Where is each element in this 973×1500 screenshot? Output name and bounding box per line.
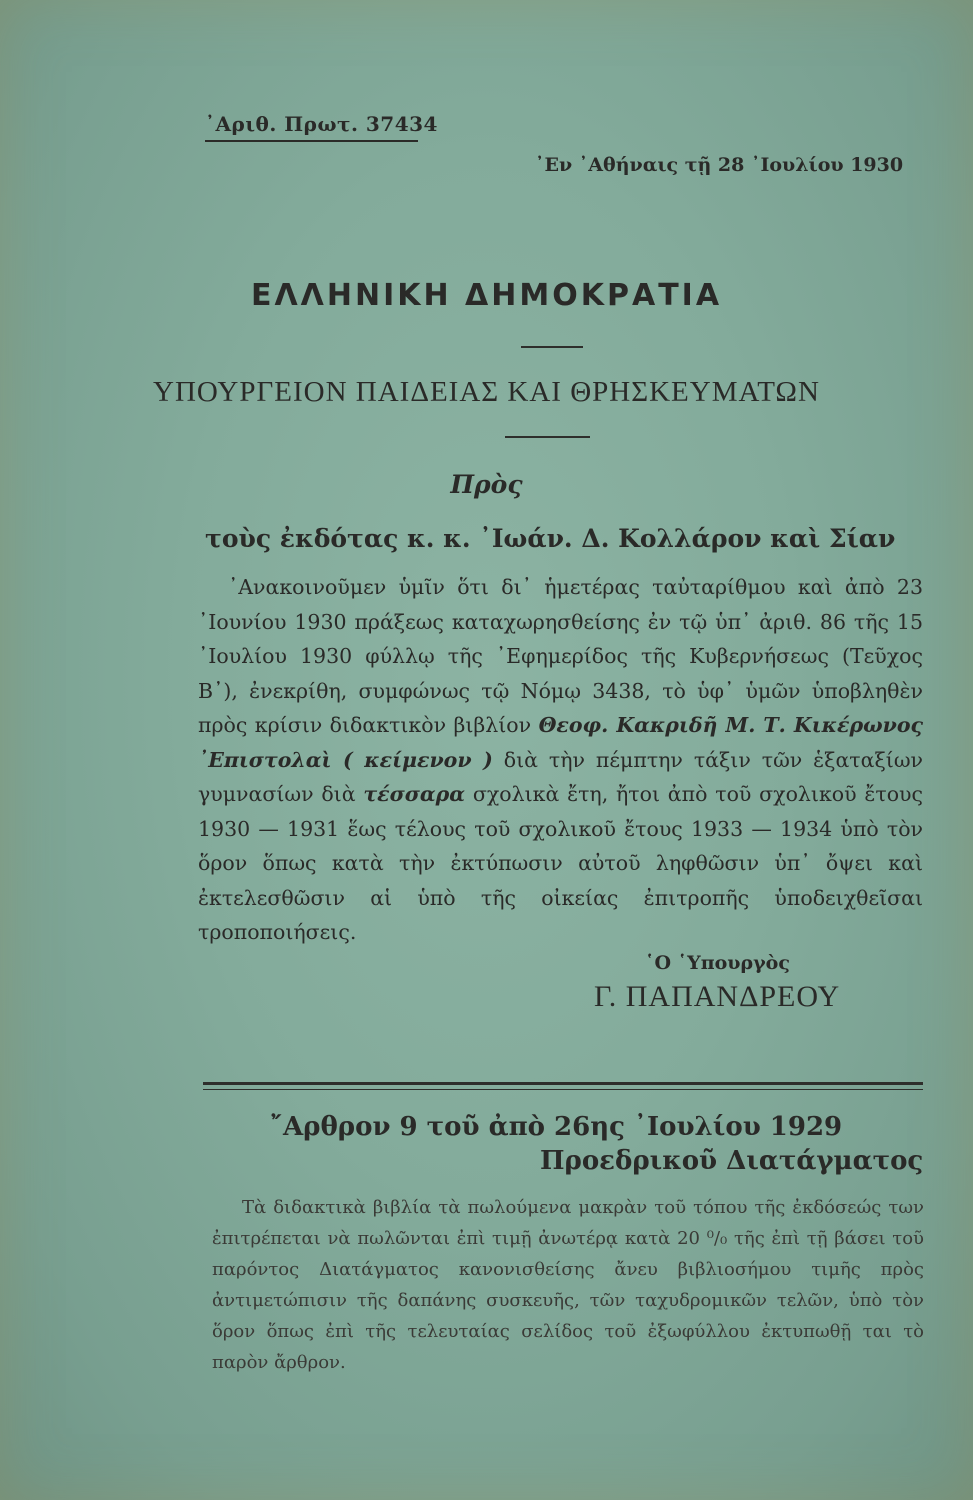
article-title: ῎Αρθρον 9 τοῦ ἀπὸ 26ης ᾿Ιουλίου 1929	[270, 1112, 843, 1142]
signature-title: ῾Ο ῾Υπουργὸς	[645, 952, 790, 974]
article-text: Τὰ διδακτικὰ βιβλία τὰ πωλούμενα μακρὰν τοῦ τόπου τῆς ἐκδόσεώς των ἐπιτρέπεται νὰ πωλῶνται ἐπὶ τιμῇ ἀνωτέρᾳ κατὰ 20 ⁰/₀ τῆς ἐπὶ τῇ βάσει τοῦ παρόντος Διατάγματος κανονισθείσης ἄνευ βιβλιοσήμου τιμῆς πρὸς ἀντιμετώπισιν τῆς δαπάνης συσκευῆς, τῶν ταχυδρομικῶν τελῶν, ὑπὸ τὸν ὅρον ὅπως ἐπὶ τῆς τελευταίας σελίδος τοῦ ἐξωφύλλου ἐκτυπωθῇ ται τὸ παρὸν ἄρθρον.	[212, 1197, 924, 1373]
letter-paragraph	[198, 570, 923, 950]
place-date: ᾿Εν ᾿Αθήναις τῇ 28 ᾿Ιουλίου 1930	[535, 154, 904, 176]
signature-name: Γ. ΠΑΠΑΝΔΡΕΟΥ	[594, 980, 841, 1013]
addressee-to: Πρὸς	[450, 470, 523, 499]
article-body	[212, 1192, 924, 1378]
ministry-rule	[505, 436, 590, 438]
addressee-recipient: τοὺς ἐκδότας κ. κ. ᾿Ιωάν. Δ. Κολλάρον καὶ Σίαν	[205, 524, 896, 553]
section-separator-thin	[203, 1089, 923, 1090]
republic-heading: ΕΛΛΗΝΙΚΗ ΔΗΜΟΚΡΑΤΙΑ	[250, 278, 723, 313]
years-word: τέσσαρα	[363, 782, 466, 806]
article-subtitle: Προεδρικοῦ Διατάγματος	[540, 1146, 924, 1176]
ministry-heading: ΥΠΟΥΡΓΕΙΟΝ ΠΑΙΔΕΙΑΣ ΚΑΙ ΘΡΗΣΚΕΥΜΑΤΩΝ	[153, 376, 820, 408]
letter-text-part1: ᾿Ανακοινοῦμεν ὑμῖν ὅτι δι᾿ ἡμετέρας ταὐταρίθμου καὶ ἀπὸ 23 ᾿Ιουνίου 1930 πράξεως καταχωρησθείσης ἐν τῷ ὑπ᾿ ἀριθ. 86 τῆς 15 ᾿Ιουλίου 1930 φύλλῳ τῆς ᾿Εφημερίδος τῆς Κυβερνήσεως (Τεῦχος Β᾿), ἐνεκρίθη, συμφώνως τῷ Νόμῳ 3438, τὸ ὑφ᾿ ὑμῶν ὑποβληθὲν πρὸς κρίσιν διδακτικὸν βιβλίον	[198, 575, 923, 737]
letter-text-part2: διὰ τὴν πέμπτην τάξιν τῶν ἑξαταξίων γυμνασίων διὰ	[198, 747, 923, 806]
letter-text-part3: σχολικὰ ἔτη, ἤτοι ἀπὸ τοῦ σχολικοῦ ἔτους 1930 — 1931 ἕως τέλους τοῦ σχολικοῦ ἔτους 1933 — 1934 ὑπὸ τὸν ὅρον ὅπως κατὰ τὴν ἐκτύπωσιν αὐτοῦ ληφθῶσιν ὑπ᾿ ὄψει καὶ ἐκτελεσθῶσιν αἱ ὑπὸ τῆς οἰκείας ἐπιτροπῆς ὑποδειχθεῖσαι τροποποιήσεις.	[198, 782, 923, 944]
heading-rule	[521, 346, 583, 348]
section-separator	[203, 1082, 923, 1085]
book-title: Θεοφ. Κακριδῆ Μ. Τ. Κικέρωνος ᾿Επιστολαὶ ( κείμενον )	[198, 713, 923, 772]
reference-number: ᾿Αριθ. Πρωτ. 37434	[205, 112, 438, 136]
reference-underline	[205, 140, 418, 142]
letter-body	[198, 570, 923, 950]
